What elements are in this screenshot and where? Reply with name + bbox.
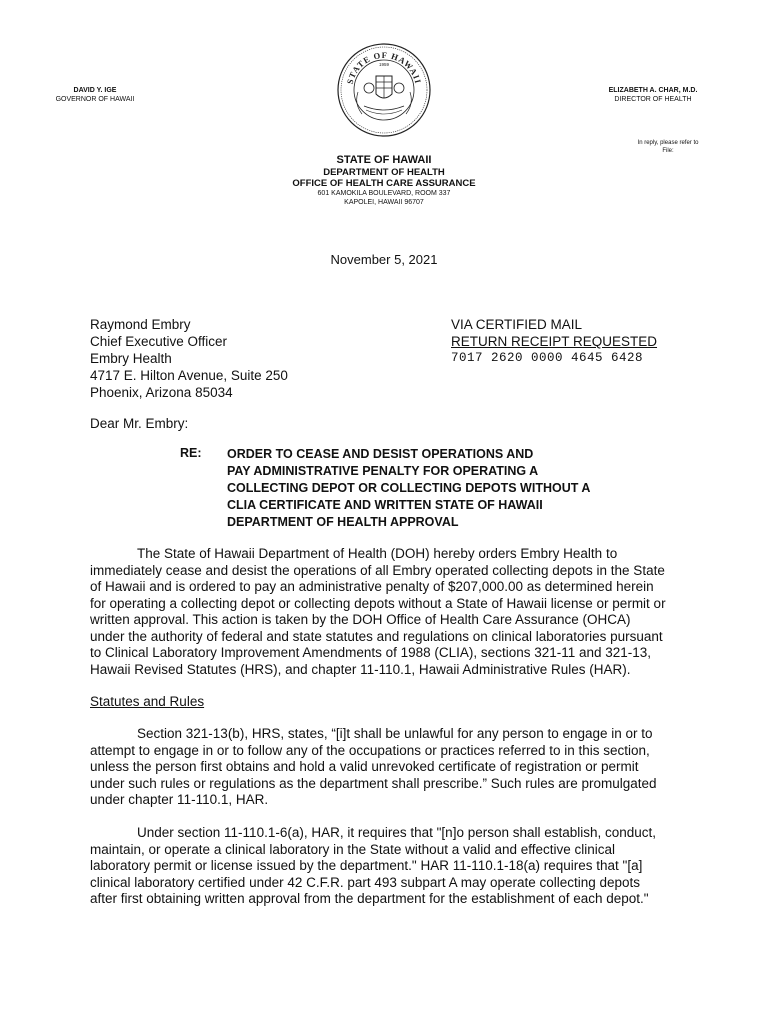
- governor-title: GOVERNOR OF HAWAII: [55, 96, 135, 103]
- reply-note: [628, 139, 708, 155]
- body-paragraph-1: The State of Hawaii Department of Health (DOH) hereby orders Embry Health to immediately cease and desist the operations of all Embry operated collecting depots in the State of Hawaii and is ordered to pay an administrative penalty of $207,000.00 as determined herein for operating a collecting depot or collecting depots without a State of Hawaii license or permit or written approval. This action is taken by the DOH Office of Health Care Assurance (OHCA) under the authority of federal and state statutes and regulations on clinical laboratories pursuant to Clinical Laboratory Improvement Amendments of 1988 (CLIA), sections 321-11 and 321-13, Hawaii Revised Statutes (HRS), and chapter 11-110.1, Hawaii Administrative Rules (HAR).: [90, 546, 666, 677]
- governor-block: [52, 86, 138, 104]
- address-line: 4717 E. Hilton Avenue, Suite 250: [90, 368, 288, 383]
- re-line: COLLECTING DEPOT OR COLLECTING DEPOTS WITHOUT A: [227, 481, 591, 495]
- re-line: PAY ADMINISTRATIVE PENALTY FOR OPERATING A: [227, 464, 539, 478]
- letterhead-department: DEPARTMENT OF HEALTH: [323, 167, 445, 178]
- re-line: CLIA CERTIFICATE AND WRITTEN STATE OF HAWAII: [227, 498, 543, 512]
- body-paragraph-3: Under section 11-110.1-6(a), HAR, it requires that "[n]o person shall establish, conduct, maintain, or operate a clinical laboratory in the State without a valid and effective clinical laboratory permit or license issued by the department." HAR 11-110.1-18(a) requires that "[a] clinical laboratory certified under 42 C.F.R. part 493 subpart A may operate collecting depots after first obtaining written approval from the department for the establishment of each depot.": [90, 825, 657, 906]
- letterhead: [0, 154, 768, 207]
- director-name: ELIZABETH A. CHAR, M.D.: [608, 87, 698, 94]
- director-title: DIRECTOR OF HEALTH: [614, 96, 692, 103]
- letterhead-address: 601 KAMOKILA BOULEVARD, ROOM 337: [317, 190, 451, 197]
- reply-note-line: File:: [662, 148, 674, 154]
- re-line: ORDER TO CEASE AND DESIST OPERATIONS AND: [227, 447, 534, 461]
- state-seal-icon: [336, 42, 432, 138]
- salutation: Dear Mr. Embry:: [90, 416, 189, 431]
- seal-text: STATE OF HAWAII: [344, 49, 424, 86]
- address-line: Phoenix, Arizona 85034: [90, 385, 233, 400]
- address-line: Embry Health: [90, 351, 172, 366]
- re-subject: [227, 446, 647, 531]
- recipient-address: [90, 316, 288, 401]
- governor-name: DAVID Y. IGE: [73, 87, 117, 94]
- seal-year: 1959: [378, 62, 390, 67]
- letterhead-city: KAPOLEI, HAWAII 96707: [344, 199, 424, 206]
- body-paragraph-2: Section 321-13(b), HRS, states, “[i]t shall be unlawful for any person to engage in or to attempt to engage in or to follow any of the occupations or practices referred to in this section, unless the person first obtains and hold a valid unrevoked certificate of registration or permit under such rules or regulations as the department shall prescribe.” Such rules are promulgated under chapter 11-110.1, HAR.: [90, 726, 657, 807]
- address-line: Raymond Embry: [90, 317, 191, 332]
- reply-note-line: In reply, please refer to: [637, 140, 699, 146]
- letter-date: November 5, 2021: [330, 252, 438, 267]
- director-block: [600, 86, 706, 104]
- mailing-block: [451, 316, 657, 367]
- letterhead-state: STATE OF HAWAII: [336, 154, 432, 166]
- mailing-receipt: RETURN RECEIPT REQUESTED: [451, 334, 658, 349]
- tracking-number: 7017 2620 0000 4645 6428: [451, 351, 644, 365]
- mailing-method: VIA CERTIFIED MAIL: [451, 317, 583, 332]
- section-heading: Statutes and Rules: [90, 694, 205, 709]
- address-line: Chief Executive Officer: [90, 334, 228, 349]
- letterhead-office: OFFICE OF HEALTH CARE ASSURANCE: [292, 178, 476, 189]
- re-line: DEPARTMENT OF HEALTH APPROVAL: [227, 515, 459, 529]
- re-label: RE:: [180, 446, 202, 460]
